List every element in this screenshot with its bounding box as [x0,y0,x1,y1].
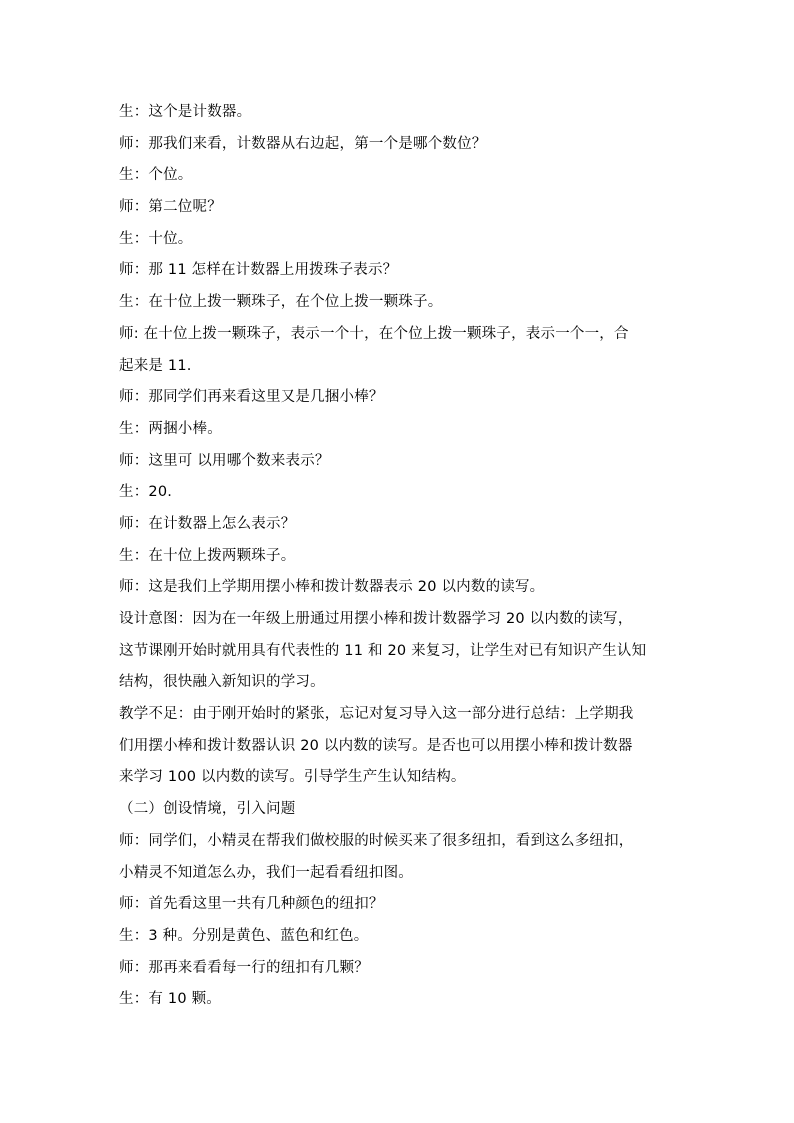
text-line: 教学不足：由于刚开始时的紧张，忘记对复习导入这一部分进行总结：上学期我 [119,706,634,723]
text-line: 生：个位。 [119,167,193,184]
text-line: 师：这里可 以用哪个数来表示？ [119,452,330,469]
text-line: 生：十位。 [119,230,193,247]
text-line: 师：那再来看看每一行的纽扣有几颗？ [119,959,369,976]
text-line: 师：那 11 怎样在计数器上用拨珠子表示？ [119,262,398,279]
section-heading: （二）创设情境，引入问题 [119,801,296,818]
text-line: 小精灵不知道怎么办，我们一起看看纽扣图。 [119,864,413,881]
text-line: 这节课刚开始时就用具有代表性的 11 和 20 来复习，让学生对已有知识产生认知 [119,642,647,659]
text-line: 生：3 种。分别是黄色、蓝色和红色。 [119,927,369,944]
text-line: 师：那同学们再来看这里又是几捆小棒？ [119,389,384,406]
text-line: 生：有 10 颗。 [119,991,221,1008]
text-line: 生：两捆小棒。 [119,420,222,437]
text-line: 师：第二位呢？ [119,199,222,216]
text-line: 生：20. [119,484,173,501]
text-line: 生：这个是计数器。 [119,104,252,120]
document-body [119,100,679,1019]
text-line: 师: 在十位上拨一颗珠子，表示一个十，在个位上拨一颗珠子，表示一个一，合 [119,325,629,342]
text-line: 生：在十位上拨两颗珠子。 [119,547,296,564]
text-line: 师：那我们来看，计数器从右边起，第一个是哪个数位？ [119,135,487,152]
text-line: 师：这是我们上学期用摆小棒和拨计数器表示 20 以内数的读写。 [119,579,545,596]
text-line: 结构，很快融入新知识的学习。 [119,674,325,691]
text-line: 来学习 100 以内数的读写。引导学生产生认知结构。 [119,769,466,786]
text-line: 师：首先看这里一共有几种颜色的纽扣？ [119,896,384,913]
text-line: 师：在计数器上怎么表示？ [119,515,296,532]
text-line: 起来是 11. [119,357,192,374]
text-line: 师：同学们，小精灵在帮我们做校服的时候买来了很多纽扣，看到这么多纽扣， [119,832,634,849]
text-line: 们用摆小棒和拨计数器认识 20 以内数的读写。是否也可以用摆小棒和拨计数器 [119,737,633,754]
text-line: 设计意图：因为在一年级上册通过用摆小棒和拨计数器学习 20 以内数的读写， [119,611,633,627]
text-line: 生：在十位上拨一颗珠子，在个位上拨一颗珠子。 [119,294,443,311]
